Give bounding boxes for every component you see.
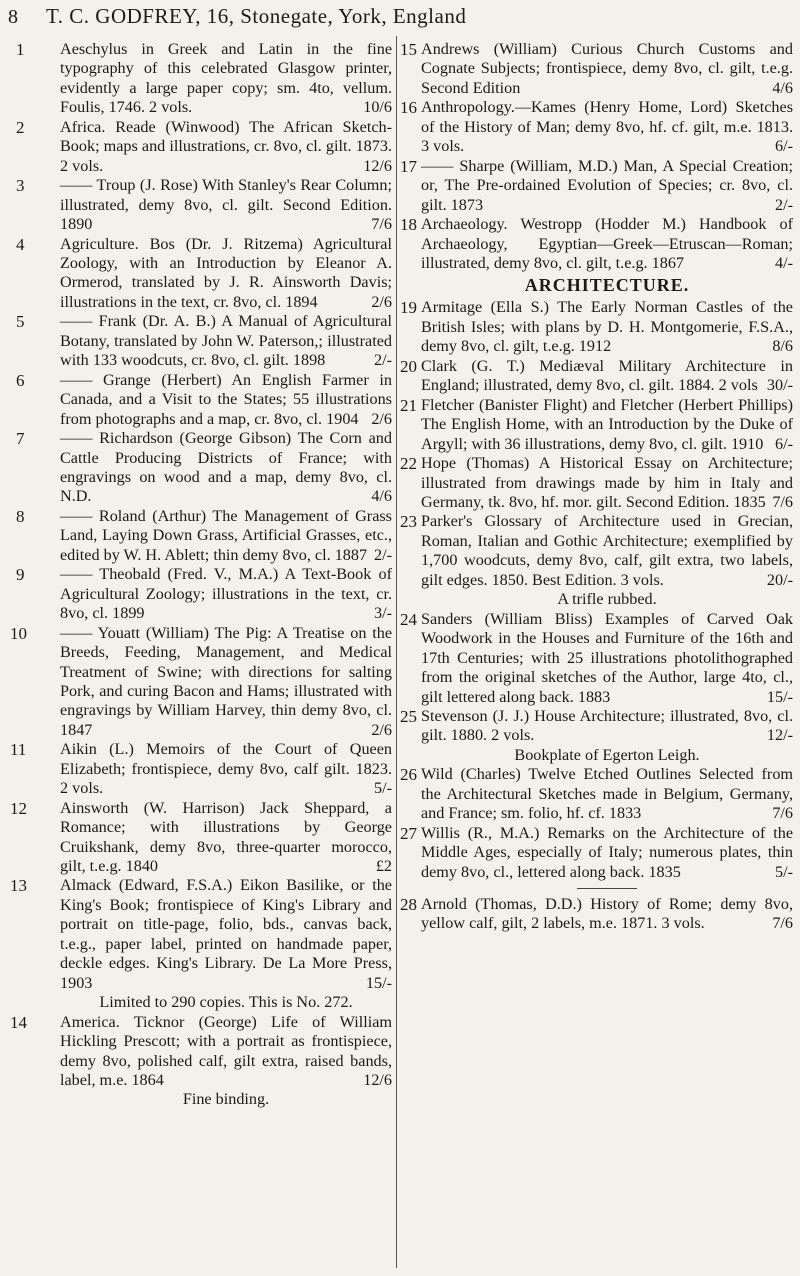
- entry-text: Arnold (Thomas, D.D.) History of Rome; demy 8vo, yellow calf, gilt, 2 labels, m.e. 1871. 3 vols.: [421, 895, 793, 933]
- entry-price: 20/-: [766, 570, 793, 589]
- catalogue-entry: [60, 118, 392, 176]
- catalogue-entry: [60, 176, 392, 234]
- entry-price: 8/6: [772, 337, 793, 356]
- entry-price: 4/6: [371, 487, 392, 506]
- catalogue-entry: [421, 40, 793, 98]
- entry-price: 5/-: [374, 779, 392, 798]
- entry-note: Fine binding.: [182, 1090, 270, 1109]
- entry-text: —— Youatt (William) The Pig: A Treatise on the Breeds, Feeding, Management, and Medical Treatment of Swine; with directions for salting Pork, and curing Bacon and Hams; illustrated with engravings by William Harvey, thin demy 8vo, cl. 1847: [60, 623, 392, 739]
- entry-text: Archaeology. Westropp (Hodder M.) Handbook of Archaeology, Egyptian—Greek—Etruscan—Roman; illustrated, demy 8vo, cl. gilt, t.e.g. 1867: [421, 215, 793, 272]
- catalogue-entry: [60, 740, 392, 798]
- entry-price: 7/6: [772, 492, 793, 511]
- entry-number: 17: [400, 157, 417, 176]
- entry-number: 16: [400, 98, 417, 117]
- entry-text: Willis (R., M.A.) Remarks on the Architecture of the Middle Ages, especially of Italy; numerous plates, thin demy 8vo, cl., lettered along back. 1835: [421, 823, 793, 881]
- entry-text: Wild (Charles) Twelve Etched Outlines Selected from the Architectural Sketches made in Belgium, Germany, and France; sm. folio, hf. cf. 1833: [421, 765, 793, 823]
- entry-number: 21: [400, 396, 417, 415]
- entry-text: Ainsworth (W. Harrison) Jack Sheppard, a Romance; with illustrations by George Cruikshank, demy 8vo, three-quarter morocco, gilt, t.e.g. 1840: [60, 798, 392, 876]
- catalogue-entry: [60, 371, 392, 429]
- entry-price: 4/6: [772, 78, 793, 97]
- catalogue-entry: [60, 429, 392, 507]
- entry-number: 20: [400, 357, 417, 376]
- entry-text: Hope (Thomas) A Historical Essay on Architecture; illustrated from drawings made by him in Italy and Germany, tk. 8vo, hf. mor. gilt. Second Edition. 1835: [421, 454, 793, 511]
- catalogue-entry: [60, 799, 392, 877]
- entry-text: —— Frank (Dr. A. B.) A Manual of Agricultural Botany, translated by John W. Paterson,; illustrated with 133 woodcuts, cr. 8vo, cl. gilt. 1898: [60, 312, 392, 370]
- entry-text: Agriculture. Bos (Dr. J. Ritzema) Agricultural Zoology, with an Introduction by Eleanor A. Ormerod, translated by J. R. Ainsworth Davis; illustrations in the text, cr. 8vo, cl. 1894: [60, 234, 392, 311]
- catalogue-entry: [421, 157, 793, 215]
- catalogue-entry: [421, 610, 793, 707]
- entry-price: 7/6: [772, 804, 793, 823]
- entry-text: Anthropology.—Kames (Henry Home, Lord) Sketches of the History of Man; demy 8vo, hf. cf. gilt, m.e. 1813. 3 vols.: [421, 98, 793, 156]
- entry-number: 7: [16, 429, 25, 448]
- entry-text: Stevenson (J. J.) House Architecture; illustrated, 8vo, cl. gilt. 1880. 2 vols.: [421, 706, 793, 745]
- catalogue-entry: [60, 1013, 392, 1110]
- catalogue-entry: [60, 507, 392, 565]
- entry-price: 15/-: [365, 973, 392, 992]
- entry-text: Armitage (Ella S.) The Early Norman Castles of the British Isles; with plans by D. H. Montgomerie, F.S.A., demy 8vo, cl. gilt, t.e.g. 1912: [421, 298, 793, 356]
- entry-number: 2: [16, 118, 25, 137]
- entry-price: 6/-: [775, 434, 793, 453]
- entry-price: 7/6: [772, 914, 793, 933]
- catalogue-entry: [421, 824, 793, 882]
- entry-note: A trifle rubbed.: [557, 590, 657, 609]
- entry-number: 28: [400, 895, 417, 914]
- entry-text: Parker's Glossary of Architecture used in Grecian, Roman, Italian and Gothic Architecture; exemplified by 1,700 woodcuts, demy 8vo, calf, gilt extra, two labels, gilt edges. 1850. Best Edition. 3 vols.: [421, 512, 793, 589]
- entry-text: —— Richardson (George Gibson) The Corn and Cattle Producing Districts of France; with engravings on wood and a map, demy 8vo, cl. N.D.: [60, 429, 392, 506]
- entry-number: 6: [16, 371, 25, 390]
- page-header: T. C. GODFREY, 16, Stonegate, York, England: [46, 4, 467, 28]
- catalogue-entry: [421, 895, 793, 934]
- entry-number: 1: [16, 40, 25, 59]
- entry-text: Fletcher (Banister Flight) and Fletcher (Herbert Phillips) The English Home, with an Introduction by the Duke of Argyll; with 36 illustrations, demy 8vo, cl. gilt. 1910: [421, 395, 793, 453]
- entry-number: 14: [10, 1013, 27, 1032]
- entry-price: 2/6: [371, 409, 392, 428]
- catalogue-entry: [60, 40, 392, 118]
- entry-text: Africa. Reade (Winwood) The African Sketch-Book; maps and illustrations, cr. 8vo, cl. gilt. 1873. 2 vols.: [60, 117, 392, 175]
- entry-price: 6/-: [775, 137, 793, 156]
- left-column: [60, 40, 392, 1110]
- entry-number: 24: [400, 610, 417, 629]
- entry-price: 2/6: [371, 720, 392, 739]
- catalogue-entry: [421, 98, 793, 156]
- entry-text: America. Ticknor (George) Life of William Hickling Prescott; with a portrait as frontispiece, demy 8vo, polished calf, gilt extra, raised bands, label, m.e. 1864: [60, 1012, 392, 1090]
- entry-text: Aikin (L.) Memoirs of the Court of Queen Elizabeth; frontispiece, demy 8vo, calf gilt. 1823. 2 vols.: [60, 740, 392, 798]
- entry-price: 4/-: [775, 253, 793, 272]
- entry-price: 12/6: [363, 1071, 392, 1090]
- right-column: [421, 40, 793, 934]
- entry-number: 13: [10, 876, 27, 895]
- page-number: 8: [8, 6, 18, 28]
- entry-number: 25: [400, 707, 417, 726]
- catalogue-entry: [60, 624, 392, 741]
- catalogue-entry: [421, 357, 793, 396]
- entry-price: 15/-: [766, 687, 793, 706]
- entry-price: 7/6: [371, 215, 392, 234]
- entry-number: 4: [16, 235, 25, 254]
- catalogue-entry: [60, 876, 392, 1012]
- entry-text: —— Sharpe (William, M.D.) Man, A Special Creation; or, The Pre-ordained Evolution of Species; cr. 8vo, cl. gilt. 1873: [421, 156, 793, 214]
- entry-text: Clark (G. T.) Mediæval Military Architecture in England; illustrated, demy 8vo, cl. gilt. 1884. 2 vols: [421, 356, 793, 395]
- entry-number: 18: [400, 215, 417, 234]
- entry-text: —— Roland (Arthur) The Management of Grass Land, Laying Down Grass, Artificial Grasses, etc., edited by W. H. Ablett; thin demy 8vo, cl. 1887: [60, 506, 392, 564]
- entry-number: 8: [16, 507, 25, 526]
- entry-number: 5: [16, 312, 25, 331]
- entry-text: Sanders (William Bliss) Examples of Carved Oak Woodwork in the Houses and Furniture of the 16th and 17th Centuries; with 25 illustrations photolithographed from the original sketches of the Author, large 4to, cl., gilt lettered along back. 1883: [421, 609, 793, 706]
- entry-price: 2/-: [374, 545, 392, 564]
- catalogue-entry: [60, 565, 392, 623]
- entry-price: £2: [375, 857, 392, 876]
- entry-text: —— Theobald (Fred. V., M.A.) A Text-Book of Agricultural Zoology; illustrations in the text, cr. 8vo, cl. 1899: [60, 565, 392, 623]
- catalogue-entry: [421, 765, 793, 823]
- entry-number: 19: [400, 298, 417, 317]
- entry-note: Bookplate of Egerton Leigh.: [514, 745, 700, 764]
- column-divider: [396, 36, 397, 1268]
- catalogue-entry: [60, 235, 392, 313]
- entry-price: 12/-: [766, 726, 793, 745]
- entry-number: 12: [10, 799, 27, 818]
- catalogue-entry: [421, 707, 793, 765]
- entry-text: Andrews (William) Curious Church Customs and Cognate Subjects; frontispiece, demy 8vo, cl. gilt, t.e.g. Second Edition: [421, 40, 793, 97]
- entry-number: 23: [400, 512, 417, 531]
- catalogue-entry: [421, 512, 793, 609]
- entry-number: 15: [400, 40, 417, 59]
- entry-number: 10: [10, 624, 27, 643]
- entry-number: 3: [16, 176, 25, 195]
- entry-price: 30/-: [766, 376, 793, 395]
- entry-number: 27: [400, 824, 417, 843]
- catalogue-entry: [60, 312, 392, 370]
- entry-text: —— Grange (Herbert) An English Farmer in Canada, and a Visit to the States; 55 illustrations from photographs and a map, cr. 8vo, cl. 1904: [60, 370, 392, 428]
- entry-price: 2/-: [775, 195, 793, 214]
- entry-note: Limited to 290 copies. This is No. 272.: [99, 993, 353, 1012]
- entry-price: 10/6: [363, 98, 392, 117]
- catalogue-entry: [421, 396, 793, 454]
- entry-price: 2/-: [374, 351, 392, 370]
- entry-number: 22: [400, 454, 417, 473]
- entry-price: 2/6: [371, 292, 392, 311]
- catalogue-entry: [421, 298, 793, 356]
- entry-price: 12/6: [363, 156, 392, 175]
- entry-price: 5/-: [775, 862, 793, 881]
- section-title: ARCHITECTURE.: [524, 275, 690, 296]
- divider-rule: [577, 888, 637, 889]
- entry-text: —— Troup (J. Rose) With Stanley's Rear Column; illustrated, demy 8vo, cl. gilt. Second Edition. 1890: [60, 176, 392, 234]
- entry-number: 26: [400, 765, 417, 784]
- entry-number: 9: [16, 565, 25, 584]
- entry-text: Aeschylus in Greek and Latin in the fine typography of this celebrated Glasgow printer, evidently a large paper copy; sm. 4to, vellum. Foulis, 1746. 2 vols.: [60, 40, 392, 117]
- entry-text: Almack (Edward, F.S.A.) Eikon Basilike, or the King's Book; frontispiece of King's Library and portrait on title-page, folio, bds., canvas back, t.e.g., paper label, printed on handmade paper, deckle edges. King's Library. De La More Press, 1903: [60, 876, 392, 992]
- entry-number: 11: [10, 740, 27, 759]
- entry-price: 3/-: [374, 604, 392, 623]
- catalogue-entry: [421, 454, 793, 512]
- catalogue-entry: [421, 215, 793, 273]
